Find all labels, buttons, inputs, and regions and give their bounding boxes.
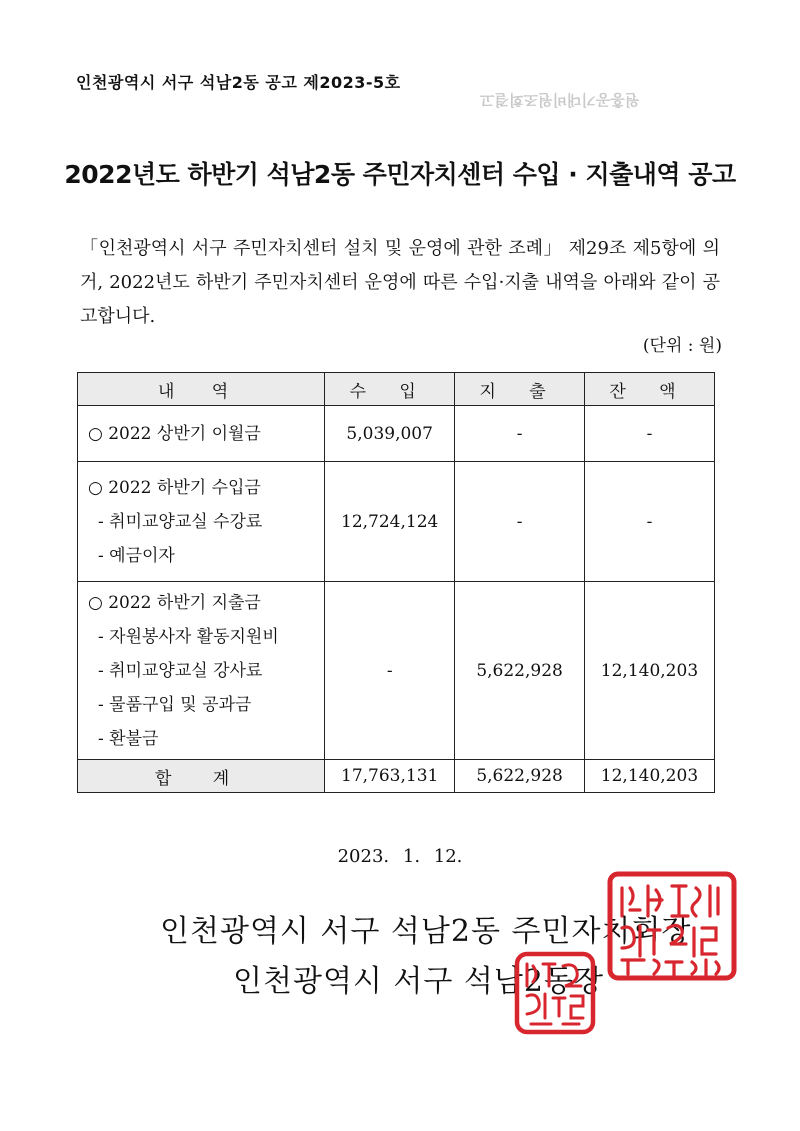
table-header-row (78, 373, 715, 406)
row-item-cell (78, 406, 325, 462)
row-item-cell (78, 462, 325, 582)
signature-committee-chair: 인천광역시 서구 석남2동 주민자치회장 (160, 914, 692, 949)
signature-dong-head: 인천광역시 서구 석남2동장 (233, 964, 604, 999)
row-sub-item: - 자원봉사자 활동지원비 (98, 626, 279, 647)
row-item-cell (78, 582, 325, 760)
row-income: 5,039,007 (325, 406, 455, 462)
row-expense: - (455, 462, 585, 582)
table-row (78, 582, 715, 760)
total-expense: 5,622,928 (455, 760, 585, 793)
body-paragraph: 「인천광역시 서구 주민자치센터 설치 및 운영에 관한 조례」 제29조 제5항에 의거, 2022년도 하반기 주민자치센터 운영에 따른 수입·지출 내역을 아래와 같이 공고합니다. (80, 238, 720, 327)
total-label: 합 계 (78, 760, 325, 793)
unit-label: (단위 : 원) (642, 336, 722, 356)
row-title: ○ 2022 하반기 지출금 (88, 592, 261, 613)
row-title: ○ 2022 하반기 수입금 (88, 477, 261, 498)
header-expense: 지 출 (455, 373, 585, 406)
total-row (78, 760, 715, 793)
header-balance: 잔 액 (584, 373, 714, 406)
row-sub-item: - 취미교양교실 강사료 (98, 660, 263, 681)
page-title: 2022년도 하반기 석남2동 주민자치센터 수입 · 지출내역 공고 (64, 160, 736, 189)
total-balance: 12,140,203 (584, 760, 714, 793)
row-expense: 5,622,928 (455, 582, 585, 760)
row-title: ○ 2022 상반기 이월금 (88, 423, 261, 444)
row-income: - (325, 582, 455, 760)
row-expense: - (455, 406, 585, 462)
bleed-through-text: 원흥공기대비원조회결고 (480, 91, 640, 109)
table-row (78, 462, 715, 582)
committee-seal-stamp (606, 870, 738, 982)
table-row (78, 406, 715, 462)
row-income: 12,724,124 (325, 462, 455, 582)
income-expense-table (77, 372, 715, 793)
row-sub-item: - 취미교양교실 수강료 (98, 511, 263, 532)
row-sub-item: - 예금이자 (98, 545, 175, 566)
row-balance: - (584, 462, 714, 582)
header-income: 수 입 (325, 373, 455, 406)
total-income: 17,763,131 (325, 760, 455, 793)
notice-number: 인천광역시 서구 석남2동 공고 제2023-5호 (76, 73, 401, 92)
header-item: 내 역 (78, 373, 325, 406)
row-balance: 12,140,203 (584, 582, 714, 760)
row-balance: - (584, 406, 714, 462)
row-sub-item: - 물품구입 및 공과금 (98, 694, 252, 715)
notice-date: 2023. 1. 12. (337, 846, 463, 867)
row-sub-item: - 환불금 (98, 728, 159, 749)
dong-head-seal-stamp (513, 950, 597, 1036)
